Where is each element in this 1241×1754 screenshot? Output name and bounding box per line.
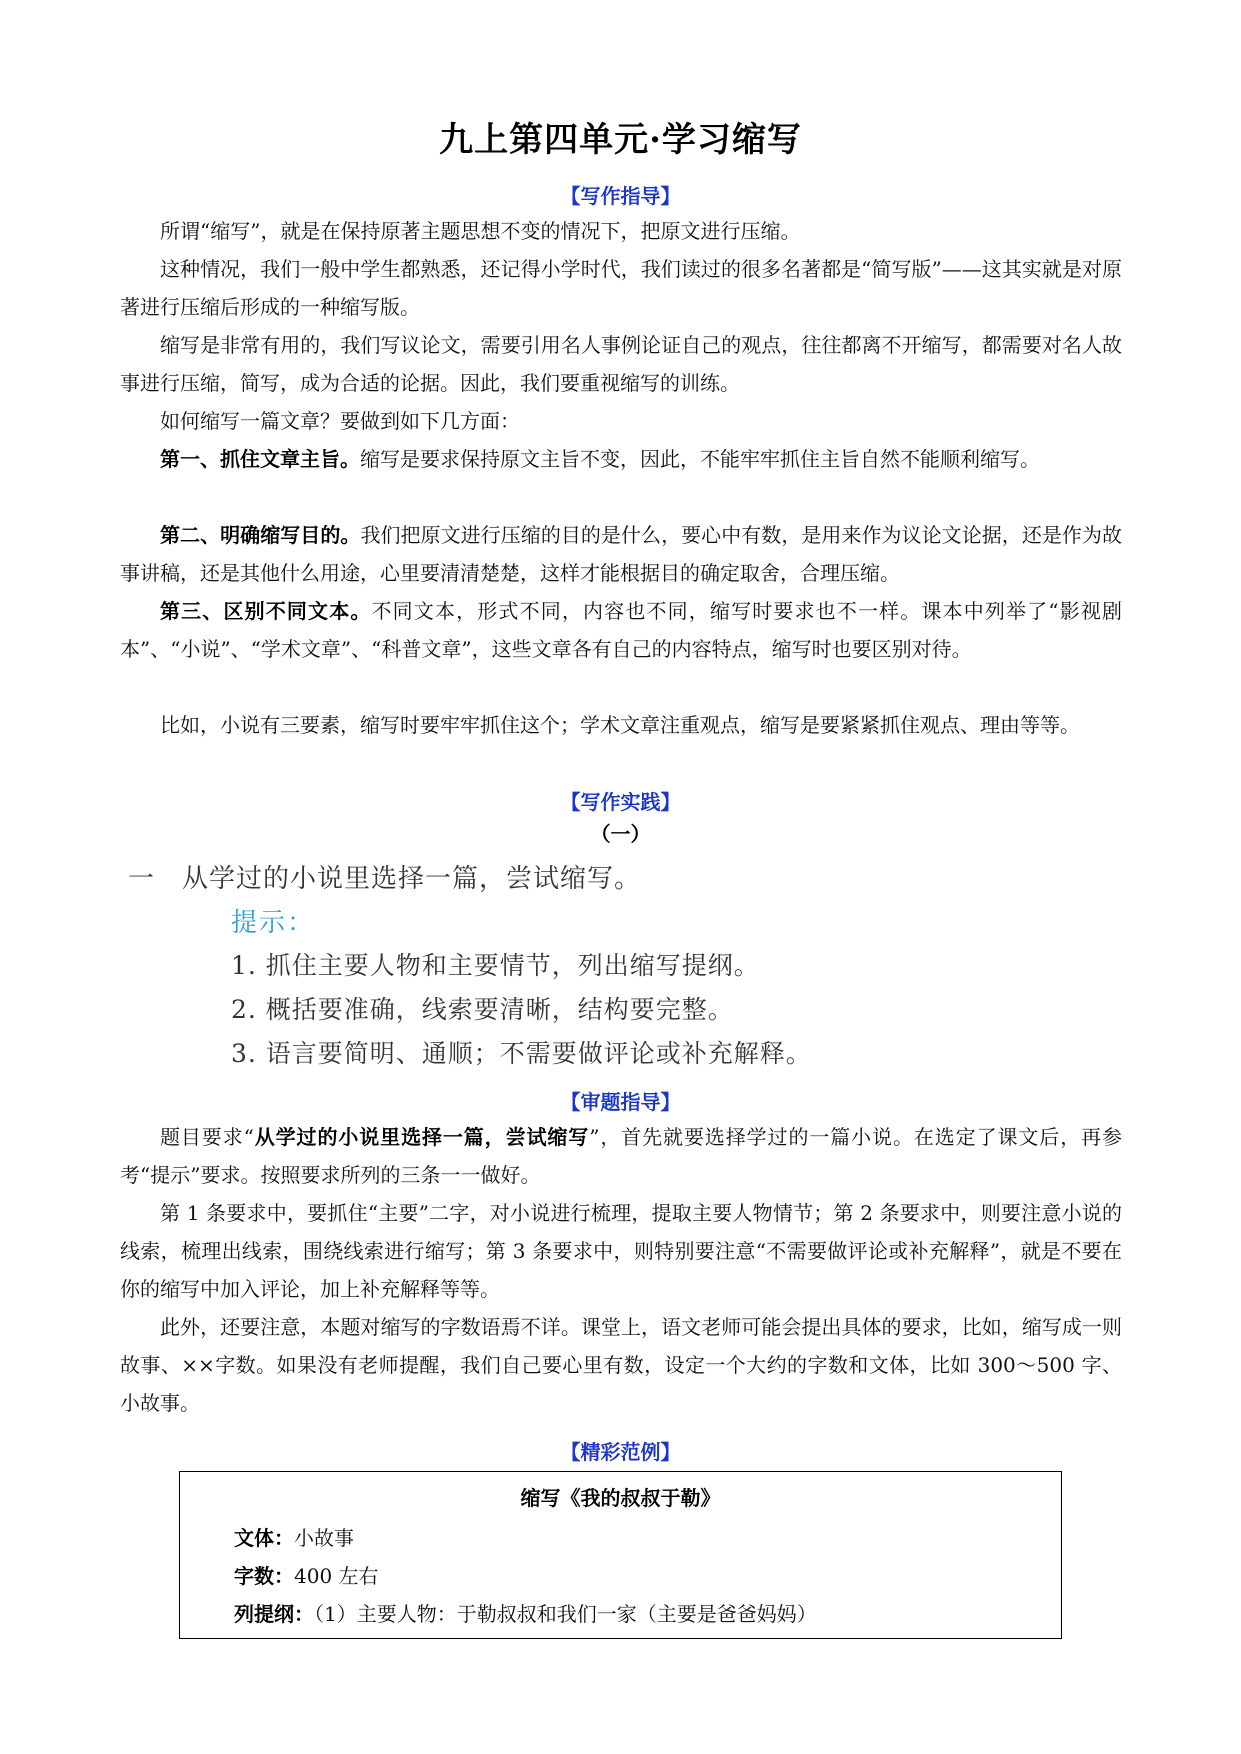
word-count-label: 字数：: [234, 1564, 294, 1588]
section-heading-guidance: 【写作指导】: [560, 184, 681, 208]
genre-row: [234, 1522, 354, 1551]
paragraph: 如何缩写一篇文章？要做到如下几方面：: [160, 409, 520, 433]
question: [128, 858, 641, 895]
paragraph: 所谓“缩写”，就是在保持原著主题思想不变的情况下，把原文进行压缩。: [160, 219, 801, 243]
quoted-prompt: 从学过的小说里选择一篇，尝试缩写: [253, 1125, 590, 1149]
paragraph-point-2: [120, 516, 1122, 592]
paragraph: 此外，还要注意，本题对缩写的字数语焉不详。课堂上，语文老师可能会提出具体的要求，比如，缩写成一则故事、××字数。如果没有老师提醒，我们自己要心里有数，设定一个大约的字数和文体，比如 300～500 字、小故事。: [120, 1315, 1122, 1415]
hint-item: 2. 概括要准确，线索要清晰，结构要完整。: [231, 995, 734, 1024]
section-heading-review: 【审题指导】: [560, 1090, 681, 1114]
point-heading: 第三、区别不同文本。: [160, 599, 372, 623]
genre-label: 文体：: [234, 1526, 294, 1550]
sub-heading: （一）: [590, 822, 651, 846]
paragraph: 这种情况，我们一般中学生都熟悉，还记得小学时代，我们读过的很多名著都是“简写版”——这其实就是对原著进行压缩后形成的一种缩写版。: [120, 257, 1122, 319]
paragraph: 缩写是非常有用的，我们写议论文，需要引用名人事例论证自己的观点，往往都离不开缩写，都需要对名人故事进行压缩，简写，成为合适的论据。因此，我们要重视缩写的训练。: [120, 333, 1122, 395]
point-heading: 第二、明确缩写目的。: [160, 523, 361, 547]
text: ”，首先就要选择学过的一篇小说。在选定了课文后，再参考“提示”要求。按照要求所列的三条一一做好。: [120, 1125, 1122, 1187]
point-text: 不同文本，形式不同，内容也不同，缩写时要求也不一样。课本中列举了“影视剧本”、“小说”、“学术文章”、“科普文章”，这些文章各有自己的内容特点，缩写时也要区别对待。: [120, 599, 1123, 661]
example-box: [179, 1471, 1062, 1639]
word-count-row: [234, 1560, 379, 1589]
page-title: 九上第四单元·学习缩写: [439, 120, 802, 160]
paragraph: 比如，小说有三要素，缩写时要牢牢抓住这个；学术文章注重观点，缩写是要紧紧抓住观点、理由等等。: [160, 713, 1080, 737]
outline-row: [234, 1598, 817, 1627]
text: 题目要求“: [160, 1125, 254, 1149]
word-count-value: 400 左右: [294, 1564, 379, 1588]
hint-label: 提示：: [231, 908, 316, 938]
section-heading-example: 【精彩范例】: [560, 1440, 681, 1464]
outline-label: 列提纲：: [234, 1602, 314, 1626]
paragraph: [120, 1118, 1122, 1194]
hint-item: 3. 语言要简明、通顺；不需要做评论或补充解释。: [231, 1039, 812, 1068]
section-heading-practice: 【写作实践】: [560, 790, 681, 814]
point-text: 缩写是要求保持原文主旨不变，因此，不能牢牢抓住主旨自然不能顺利缩写。: [360, 447, 1040, 471]
textbook-excerpt: [128, 858, 888, 1073]
point-heading: 第一、抓住文章主旨。: [160, 447, 360, 471]
genre-value: 小故事: [294, 1526, 354, 1550]
question-number: 一: [128, 864, 156, 894]
paragraph: 第 1 条要求中，要抓住“主要”二字，对小说进行梳理，提取主要人物情节；第 2 条要求中，则要注意小说的线索，梳理出线索，围绕线索进行缩写；第 3 条要求中，则特别要注意“不需要做评论或补充解释”，就是不要在你的缩写中加入评论，加上补充解释等等。: [120, 1201, 1122, 1301]
outline-value: （1）主要人物：于勒叔叔和我们一家（主要是爸爸妈妈）: [314, 1602, 817, 1626]
hint-item: 1. 抓住主要人物和主要情节，列出缩写提纲。: [231, 951, 760, 980]
question-text: 从学过的小说里选择一篇，尝试缩写。: [182, 864, 642, 894]
point-text: 我们把原文进行压缩的目的是什么，要心中有数，是用来作为议论文论据，还是作为故事讲稿，还是其他什么用途，心里要清清楚楚，这样才能根据目的确定取舍，合理压缩。: [120, 523, 1123, 585]
paragraph-point-1: [120, 440, 1122, 478]
example-title: 缩写《我的叔叔于勒》: [520, 1486, 721, 1510]
paragraph-point-3: [120, 592, 1122, 668]
